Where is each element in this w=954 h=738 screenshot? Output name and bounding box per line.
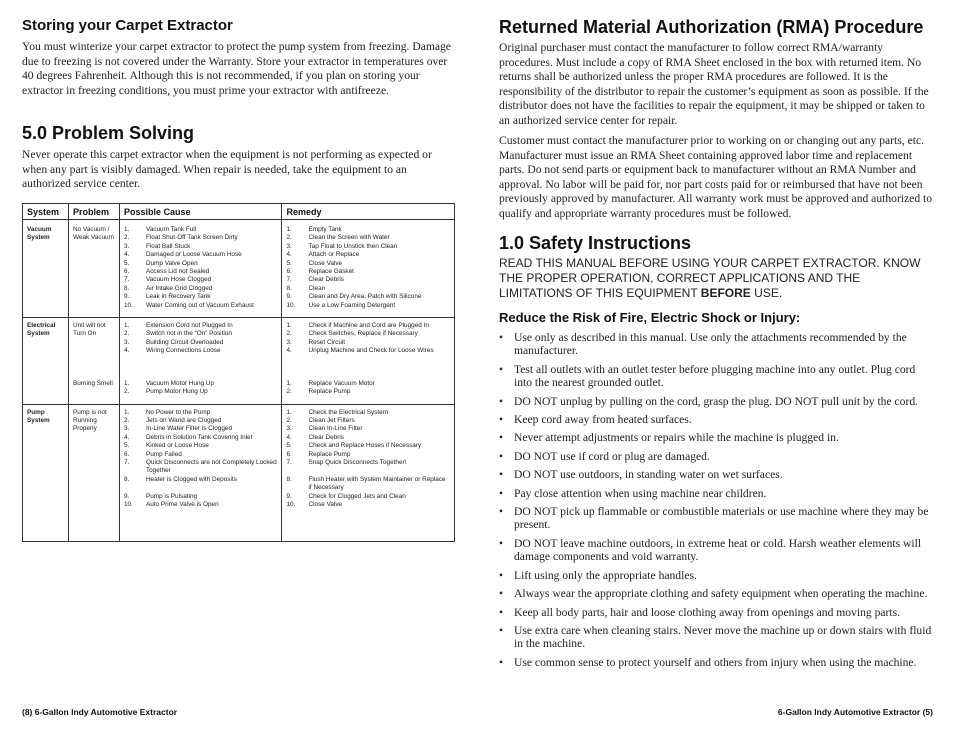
item-text: Replace Pump xyxy=(308,388,351,396)
header-system: System xyxy=(23,204,69,220)
remedy-item xyxy=(286,330,450,338)
remedy-item xyxy=(286,302,450,310)
item-number: 6. xyxy=(286,268,292,276)
safety-bullet-text: Use common sense to protect yourself and others from injury when using the machine. xyxy=(514,655,917,669)
remedy-item xyxy=(286,501,450,509)
item-number: 10. xyxy=(286,500,296,508)
cause-item xyxy=(124,347,278,355)
item-text: Attach or Replace xyxy=(308,251,360,259)
bullet-icon: • xyxy=(499,536,504,550)
bullet-icon: • xyxy=(499,486,504,500)
cause-item xyxy=(124,388,278,396)
cause-item xyxy=(124,425,278,433)
item-text: Wiring Connections Loose xyxy=(145,347,221,355)
cause-item xyxy=(124,293,278,301)
item-number: 2. xyxy=(286,388,292,396)
remedy-item xyxy=(286,442,450,450)
safety-bullet-item xyxy=(499,505,933,532)
problem-cell: No Vacuum / Weak Vacuum xyxy=(68,220,119,318)
item-text: Check and Replace Hoses if Necessary xyxy=(308,442,422,450)
safety-bullet-item xyxy=(499,656,933,669)
item-text: Clean and Dry Area, Patch with Silicone xyxy=(308,293,422,301)
remedy-item xyxy=(286,459,450,467)
safety-bullet-text: DO NOT pick up flammable or combustible materials or use machine where they may be present. xyxy=(514,505,929,532)
item-number: 1. xyxy=(286,322,292,330)
remedy-item xyxy=(286,409,450,417)
item-text: Clean Jet Filters xyxy=(308,416,355,424)
safety-caps-text: READ THIS MANUAL BEFORE USING YOUR CARPET EXTRACTOR. KNOW THE PROPER OPERATION, CORRECT APPLICATIONS AND THE LIMITATIONS OF THIS EQUIPMENT xyxy=(499,256,921,300)
remedy-item xyxy=(286,493,450,501)
safety-heading: 1.0 Safety Instructions xyxy=(499,233,692,253)
problem-cell: Pump is not Running Properly xyxy=(68,404,119,542)
system-cell xyxy=(23,376,69,404)
item-text: Replace Vacuum Motor xyxy=(308,379,375,387)
item-number: 3. xyxy=(286,242,292,250)
problem-solving-text: Never operate this carpet extractor when the equipment is not performing as expected or when any part is visibly damaged. When repair is needed, take the equipment to an authorized service center. xyxy=(22,148,432,191)
remedy-item xyxy=(286,434,450,442)
cause-item xyxy=(124,442,278,450)
rma-paragraph-2: Customer must contact the manufacturer prior to working on or changing out any parts, etc. Manufacturer must issue an RMA Sheet containing approved labor time and replacement parts. Do not send parts or equipment back to manufacturer without an RMA Number and approval. No labor will be paid for, nor part costs paid for or reimbursed that have not been previously approved by manufacturer. All warranty work must be approved and authorized to qualify and appropriate warranty procedures must be followed. xyxy=(499,134,933,220)
table-row xyxy=(23,220,455,318)
item-text: Clear Debris xyxy=(308,433,344,441)
cause-item xyxy=(124,417,278,425)
item-number: 7. xyxy=(286,276,292,284)
item-number xyxy=(286,467,308,475)
cause-item xyxy=(124,459,278,476)
remedy-item xyxy=(286,251,450,259)
item-number: 6. xyxy=(123,268,130,276)
system-cell: Pump System xyxy=(23,404,69,542)
item-text: Clear Debris xyxy=(308,276,344,284)
safety-bullet-text: Use extra care when cleaning stairs. Never move the machine up or down stairs with fluid in the machine. xyxy=(514,623,932,651)
item-text: Water Coming out of Vacuum Exhaust xyxy=(145,301,254,309)
item-text: Access Lid not Sealed xyxy=(145,268,210,276)
item-number: 8. xyxy=(123,284,130,292)
cause-item xyxy=(124,476,278,484)
item-number: 1. xyxy=(123,226,130,233)
item-number: 1. xyxy=(123,408,130,416)
safety-bullet-item xyxy=(499,450,933,463)
safety-bullet-item xyxy=(499,468,933,481)
item-text: Kinked or Loose Hose xyxy=(145,442,209,450)
safety-bullet-text: Always wear the appropriate clothing and safety equipment when operating the machine. xyxy=(514,587,928,601)
item-text: Pump Motor Hung Up xyxy=(145,388,208,396)
item-number: 6. xyxy=(286,450,292,458)
item-number: 10. xyxy=(286,301,296,309)
item-text: Jets on Wand are Clogged xyxy=(145,416,222,424)
bullet-icon: • xyxy=(499,568,504,582)
item-text: Pump Failed xyxy=(145,450,182,458)
table-header-row xyxy=(23,204,455,220)
remedy-item xyxy=(286,276,450,284)
remedy-cell xyxy=(282,376,455,404)
item-text: Damaged or Loose Vacuum Hose xyxy=(145,251,242,259)
item-number: 2. xyxy=(286,330,292,338)
cause-item xyxy=(124,330,278,338)
item-text: Replace Pump xyxy=(308,450,351,458)
item-text: Air Intake Grid Clogged xyxy=(145,284,213,292)
item-text: Check the Electrical System xyxy=(308,408,389,416)
bullet-icon: • xyxy=(499,362,504,376)
problem-cell: Burning Smell xyxy=(68,376,119,404)
remedy-item xyxy=(286,425,450,433)
safety-caps-before: BEFORE xyxy=(700,286,751,300)
cause-item xyxy=(124,409,278,417)
item-text: Pump is Pulsating xyxy=(145,492,198,500)
item-number: 2. xyxy=(123,416,130,424)
storing-text: You must winterize your carpet extractor to protect the pump system from freezing. Damage due to freezing is not covered under the Warranty. Store your extractor in temperatures over 40 degrees Fahrenheit. Although this is not recommended, if you plan on storing your extractor in freezing conditions, you must prime your extractor with antifreeze. xyxy=(22,40,451,97)
safety-caps-notice xyxy=(499,256,933,301)
cause-item xyxy=(124,451,278,459)
item-number: 4. xyxy=(286,347,292,355)
item-number: 4. xyxy=(286,433,292,441)
item-text: Flush Heater with System Maintainer or Replace if Necessary xyxy=(308,475,446,492)
remedy-cell xyxy=(282,318,455,376)
safety-bullet-item xyxy=(499,331,933,358)
remedy-item xyxy=(286,347,450,355)
item-text: Float Ball Stuck xyxy=(145,242,191,250)
item-number xyxy=(124,484,146,492)
safety-bullet-text: Lift using only the appropriate handles. xyxy=(514,568,697,582)
bullet-icon: • xyxy=(499,468,504,482)
safety-bullet-text: DO NOT leave machine outdoors, in extreme heat or cold. Harsh weather elements will damage components and void warranty. xyxy=(514,536,922,564)
item-text: No Power to the Pump xyxy=(145,408,211,416)
remedy-cell xyxy=(282,404,455,542)
bullet-icon: • xyxy=(499,413,504,427)
safety-bullet-text: Test all outlets with an outlet tester before plugging machine into any outlet. Plug cord into the nearest grounded outlet. xyxy=(514,362,916,390)
right-footer: 6-Gallon Indy Automotive Extractor (5) xyxy=(777,707,933,717)
remedy-item xyxy=(286,417,450,425)
safety-bullet-item xyxy=(499,624,933,651)
system-cell: Electrical System xyxy=(23,318,69,376)
remedy-item xyxy=(286,380,450,388)
bullet-icon: • xyxy=(499,623,504,637)
remedy-item xyxy=(286,243,450,251)
item-number: 1. xyxy=(123,322,130,330)
header-remedy: Remedy xyxy=(282,204,455,220)
safety-bullet-item xyxy=(499,413,933,426)
bullet-icon: • xyxy=(499,449,504,463)
item-text: Clean In-Line Filter xyxy=(308,425,363,433)
safety-subheading: Reduce the Risk of Fire, Electric Shock or Injury: xyxy=(499,310,801,325)
table-row xyxy=(23,376,455,404)
safety-bullet-item xyxy=(499,587,933,600)
cause-item xyxy=(124,302,278,310)
remedy-item xyxy=(286,268,450,276)
item-text: Clean xyxy=(308,284,326,292)
safety-bullet-item xyxy=(499,569,933,582)
item-text: Dump Valve Open xyxy=(145,259,198,267)
item-number: 2. xyxy=(286,234,292,242)
item-number: 9. xyxy=(286,492,292,500)
remedy-item xyxy=(286,476,450,493)
remedy-item xyxy=(286,285,450,293)
item-number: 4. xyxy=(123,433,130,441)
remedy-item xyxy=(286,451,450,459)
left-page xyxy=(22,0,456,738)
item-text: Empty Tank xyxy=(308,226,342,233)
item-number: 10. xyxy=(123,301,133,309)
remedy-item xyxy=(286,388,450,396)
item-number: 5. xyxy=(123,442,130,450)
header-possible-cause: Possible Cause xyxy=(119,204,282,220)
safety-bullet-text: Keep cord away from heated surfaces. xyxy=(514,413,692,427)
item-number: 8. xyxy=(286,284,292,292)
item-text: Vacuum Motor Hung Up xyxy=(145,379,215,387)
possible-cause-cell xyxy=(119,220,282,318)
item-number: 3. xyxy=(123,425,130,433)
safety-bullet-item xyxy=(499,606,933,619)
left-footer: (8) 6-Gallon Indy Automotive Extractor xyxy=(22,707,178,717)
item-number: 2. xyxy=(123,388,130,396)
right-page xyxy=(499,0,933,738)
item-number: 10. xyxy=(123,500,133,508)
item-text: Vacuum Tank Full xyxy=(145,226,197,233)
problem-cell: Unit will not Turn On xyxy=(68,318,119,376)
item-number: 3. xyxy=(123,338,130,346)
item-number: 4. xyxy=(123,347,130,355)
item-number: 8. xyxy=(123,475,130,483)
item-number: 6. xyxy=(123,450,130,458)
possible-cause-cell xyxy=(119,318,282,376)
bullet-icon: • xyxy=(499,587,504,601)
cause-item xyxy=(124,276,278,284)
remedy-item xyxy=(286,226,450,234)
cause-item xyxy=(124,501,278,509)
remedy-item xyxy=(286,467,450,475)
safety-bullet-item xyxy=(499,487,933,500)
possible-cause-cell xyxy=(119,404,282,542)
item-text: Close Valve xyxy=(308,500,343,508)
table-row xyxy=(23,318,455,376)
item-number: 3. xyxy=(286,425,292,433)
safety-bullet-text: DO NOT unplug by pulling on the cord, grasp the plug. DO NOT pull unit by the cord. xyxy=(514,394,919,408)
storing-heading: Storing your Carpet Extractor xyxy=(22,17,233,34)
item-number: 9. xyxy=(286,293,292,301)
item-text: Check for Clogged Jets and Clean xyxy=(308,492,406,500)
cause-item xyxy=(124,226,278,234)
item-text: Unplug Machine and Check for Loose Wires xyxy=(308,347,434,355)
bullet-icon: • xyxy=(499,431,504,445)
safety-bullet-text: Keep all body parts, hair and loose clothing away from openings and moving parts. xyxy=(514,605,901,619)
item-text: Use a Low Foaming Detergent xyxy=(308,301,396,309)
bullet-icon: • xyxy=(499,655,504,669)
safety-bullet-text: DO NOT use if cord or plug are damaged. xyxy=(514,449,710,463)
bullet-icon: • xyxy=(499,605,504,619)
cause-item xyxy=(124,339,278,347)
safety-bullet-text: Never attempt adjustments or repairs while the machine is plugged in. xyxy=(514,431,839,445)
item-text: Clean the Screen with Water xyxy=(308,234,390,242)
cause-item xyxy=(124,260,278,268)
rma-paragraph-1: Original purchaser must contact the manufacturer to follow correct RMA/warranty procedures. Must include a copy of RMA Sheet enclosed in the box with returned item. No returns shall be authorized unless the proper RMA procedures are followed. It is the responsibility of the distributor to repair the customer’s equipment as soon as possible. If the distributor does not have the facilities to repair the equipment, it may be shipped or taken to an authorized service center for repair. xyxy=(499,41,929,127)
item-text: Extension Cord not Plugged In xyxy=(145,322,233,330)
header-problem: Problem xyxy=(68,204,119,220)
remedy-item xyxy=(286,339,450,347)
item-number: 1. xyxy=(123,379,130,387)
item-number: 9. xyxy=(123,293,130,301)
item-text: Auto Prime Valve is Open xyxy=(145,500,219,508)
item-number: 1. xyxy=(286,226,292,233)
bullet-icon: • xyxy=(499,331,504,344)
item-text: Replace Gasket xyxy=(308,268,354,276)
item-text: Building Circuit Overloaded xyxy=(145,338,224,346)
cause-item xyxy=(124,484,278,492)
cause-item xyxy=(124,251,278,259)
cause-item xyxy=(124,434,278,442)
item-number: 5. xyxy=(123,259,130,267)
item-text: Quick Disconnects are not Completely Locked Together xyxy=(145,458,277,475)
item-text: Heater is Clogged with Deposits xyxy=(145,475,237,483)
bullet-icon: • xyxy=(499,505,504,519)
safety-bullet-item xyxy=(499,395,933,408)
item-number: 2. xyxy=(123,234,130,242)
possible-cause-cell xyxy=(119,376,282,404)
safety-bullet-text: Use only as described in this manual. Use only the attachments recommended by the manufacturer. xyxy=(514,331,907,358)
safety-bullet-item xyxy=(499,363,933,390)
item-text: In-Line Water Filter is Clogged xyxy=(145,425,233,433)
cause-item xyxy=(124,322,278,330)
safety-bullet-text: Pay close attention when using machine near children. xyxy=(514,486,767,500)
item-text: Tap Float to Unstick then Clean xyxy=(308,242,398,250)
item-number: 5. xyxy=(286,259,292,267)
remedy-item xyxy=(286,260,450,268)
cause-item xyxy=(124,243,278,251)
item-text: Check if Machine and Cord are Plugged In xyxy=(308,322,429,330)
cause-item xyxy=(124,493,278,501)
item-text: Float Shut-Off Tank Screen Dirty xyxy=(145,234,238,242)
item-number: 4. xyxy=(123,251,130,259)
item-number: 9. xyxy=(123,492,130,500)
item-number: 2. xyxy=(123,330,130,338)
safety-bullet-item xyxy=(499,537,933,564)
safety-bullet-text: DO NOT use outdoors, in standing water on wet surfaces. xyxy=(514,468,783,482)
item-number: 8. xyxy=(286,475,292,483)
item-number: 5. xyxy=(286,442,292,450)
item-text: Leak in Recovery Tank xyxy=(145,293,211,301)
remedy-cell xyxy=(282,220,455,318)
cause-item xyxy=(124,268,278,276)
table-row xyxy=(23,404,455,542)
troubleshooting-table xyxy=(22,203,455,542)
item-text: Switch not in the “On” Position xyxy=(145,330,232,338)
item-number: 2. xyxy=(286,416,292,424)
item-number: 3. xyxy=(123,242,130,250)
cause-item xyxy=(124,380,278,388)
system-cell: Vacuum System xyxy=(23,220,69,318)
item-text: Snap Quick Disconnects Together\ xyxy=(308,458,407,466)
rma-heading: Returned Material Authorization (RMA) Procedure xyxy=(499,17,924,37)
remedy-item xyxy=(286,293,450,301)
problem-solving-heading: 5.0 Problem Solving xyxy=(22,123,195,143)
item-text: Debris in Solution Tank Covering Inlet xyxy=(145,433,253,441)
cause-item xyxy=(124,234,278,242)
item-text: Vacuum Hose Clogged xyxy=(145,276,212,284)
item-number: 1. xyxy=(286,408,292,416)
cause-item xyxy=(124,285,278,293)
item-number: 4. xyxy=(286,251,292,259)
item-text: Check Switches, Replace if Necessary xyxy=(308,330,418,338)
safety-bullet-list xyxy=(499,331,933,674)
item-number: 3. xyxy=(286,338,292,346)
safety-bullet-item xyxy=(499,431,933,444)
item-text: Close Valve xyxy=(308,259,343,267)
item-number: 7. xyxy=(123,458,130,466)
safety-caps-end: USE. xyxy=(750,286,783,300)
remedy-item xyxy=(286,322,450,330)
remedy-item xyxy=(286,234,450,242)
item-number: 7. xyxy=(286,458,292,466)
item-text: Reset Circuit xyxy=(308,338,346,346)
bullet-icon: • xyxy=(499,394,504,408)
item-number: 7. xyxy=(123,276,130,284)
item-number: 1. xyxy=(286,379,292,387)
